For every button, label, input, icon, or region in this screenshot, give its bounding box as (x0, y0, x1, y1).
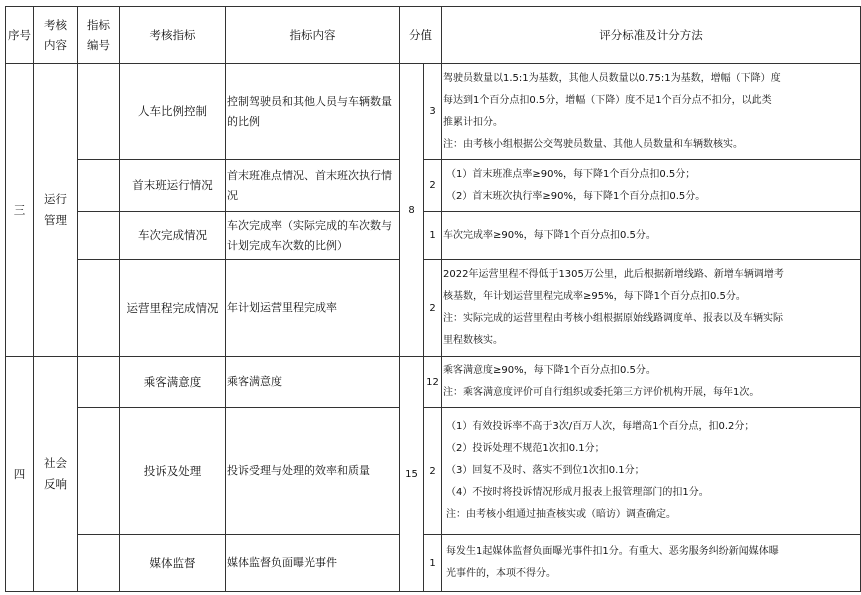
method-line: 光事件的，本项不得分。 (446, 568, 556, 579)
section3-row4-code (78, 260, 120, 357)
method-line: 2022年运营里程不得低于1305万公里，此后根据新增线路、新增车辆调增考 (443, 269, 784, 280)
method-line: 核基数，年计划运营里程完成率≥95%，每下降1个百分点扣0.5分。 (443, 291, 746, 302)
section4-row1-code (78, 357, 120, 408)
section3-row2-score: 2 (424, 160, 442, 212)
header-content (34, 7, 78, 64)
method-line: （4）不按时将投诉情况形成月报表上报管理部门的扣1分。 (446, 487, 709, 498)
section3-seq: 三 (6, 64, 34, 357)
method-line: （2）投诉处理不规范1次扣0.1分； (446, 443, 605, 454)
section4-row1-content: 乘客满意度 (226, 357, 400, 408)
header-content-line1: 考核 (44, 18, 67, 32)
section3-row4-score: 2 (424, 260, 442, 357)
section3-content-line2: 管理 (44, 213, 67, 227)
section4-seq: 四 (6, 357, 34, 592)
method-line: （3）回复不及时、落实不到位1次扣0.1分； (446, 465, 645, 476)
section3-row2-indicator: 首末班运行情况 (120, 160, 226, 212)
section4-row3-method (442, 535, 861, 592)
section3-row1-code (78, 64, 120, 160)
section4-row2-indicator: 投诉及处理 (120, 408, 226, 535)
method-line: 注：由考核小组通过抽查核实或（暗访）调查确定。 (446, 509, 676, 520)
section3-row2-content: 首末班准点情况、首末班次执行情况 (226, 160, 400, 212)
section3-content-line1: 运行 (44, 192, 67, 206)
section3-row1-method (442, 64, 861, 160)
header-content-line2: 内容 (44, 38, 67, 52)
section3-row2-method (442, 160, 861, 212)
header-method: 评分标准及计分方法 (442, 7, 861, 64)
section4-content (34, 357, 78, 592)
assessment-table (5, 6, 861, 592)
header-code-line2: 编号 (87, 38, 110, 52)
section3-row3-score: 1 (424, 212, 442, 260)
method-line: 乘客满意度≥90%，每下降1个百分点扣0.5分。 (443, 365, 656, 376)
table-row (6, 212, 861, 260)
method-line: 注：实际完成的运营里程由考核小组根据原始线路调度单、报表以及车辆实际 (443, 313, 783, 324)
header-score: 分值 (400, 7, 442, 64)
header-code-line1: 指标 (87, 18, 110, 32)
method-line: 注：由考核小组根据公交驾驶员数量、其他人员数量和车辆数核实。 (443, 138, 743, 150)
section3-row4-indicator: 运营里程完成情况 (120, 260, 226, 357)
section4-row2-method (442, 408, 861, 535)
section4-row1-score: 12 (424, 357, 442, 408)
section3-row3-method (442, 212, 861, 260)
table-row (6, 408, 861, 535)
method-line: 注：乘客满意度评价可自行组织或委托第三方评价机构开展，每年1次。 (443, 387, 760, 398)
method-line: 驾驶员数量以1.5:1为基数，其他人员数量以0.75:1为基数，增幅（下降）度 (443, 72, 781, 84)
section3-row4-content: 年计划运营里程完成率 (226, 260, 400, 357)
table-row (6, 535, 861, 592)
method-line: 每达到1个百分点扣0.5分，增幅（下降）度不足1个百分点不扣分，以此类 (443, 94, 772, 106)
section4-row3-indicator: 媒体监督 (120, 535, 226, 592)
section4-row3-code (78, 535, 120, 592)
section3-row4-method (442, 260, 861, 357)
method-line: 每发生1起媒体监督负面曝光事件扣1分。有重大、恶劣服务纠纷新闻媒体曝 (446, 546, 779, 557)
section3-row1-score: 3 (424, 64, 442, 160)
method-line: 里程数核实。 (443, 335, 503, 346)
table-row (6, 357, 861, 408)
section4-row3-score: 1 (424, 535, 442, 592)
section4-content-line1: 社会 (44, 456, 67, 470)
method-line: （2）首末班次执行率≥90%，每下降1个百分点扣0.5分。 (446, 190, 706, 202)
table-row (6, 64, 861, 160)
header-row (6, 7, 861, 64)
section4-content-line2: 反响 (44, 477, 67, 491)
section3-row1-content: 控制驾驶员和其他人员与车辆数量的比例 (226, 64, 400, 160)
table-row (6, 260, 861, 357)
section4-row2-code (78, 408, 120, 535)
method-line: 推累计扣分。 (443, 116, 503, 128)
method-line: （1）有效投诉率不高于3次/百万人次，每增高1个百分点，扣0.2分； (446, 421, 755, 432)
header-indicator: 考核指标 (120, 7, 226, 64)
section4-row2-content: 投诉受理与处理的效率和质量 (226, 408, 400, 535)
section3-row2-code (78, 160, 120, 212)
assessment-table-container (5, 6, 861, 592)
header-indicator-content: 指标内容 (226, 7, 400, 64)
method-line: （1）首末班准点率≥90%，每下降1个百分点扣0.5分； (446, 168, 696, 180)
section4-row1-indicator: 乘客满意度 (120, 357, 226, 408)
header-code (78, 7, 120, 64)
section3-row3-content: 车次完成率（实际完成的车次数与计划完成车次数的比例） (226, 212, 400, 260)
section4-row3-content: 媒体监督负面曝光事件 (226, 535, 400, 592)
section4-total-score: 15 (400, 357, 424, 592)
section4-row2-score: 2 (424, 408, 442, 535)
section3-content (34, 64, 78, 357)
method-line: 车次完成率≥90%，每下降1个百分点扣0.5分。 (443, 229, 656, 241)
section3-total-score: 8 (400, 64, 424, 357)
section3-row3-indicator: 车次完成情况 (120, 212, 226, 260)
section3-row1-indicator: 人车比例控制 (120, 64, 226, 160)
table-row (6, 160, 861, 212)
section3-row3-code (78, 212, 120, 260)
section4-row1-method (442, 357, 861, 408)
header-seq: 序号 (6, 7, 34, 64)
